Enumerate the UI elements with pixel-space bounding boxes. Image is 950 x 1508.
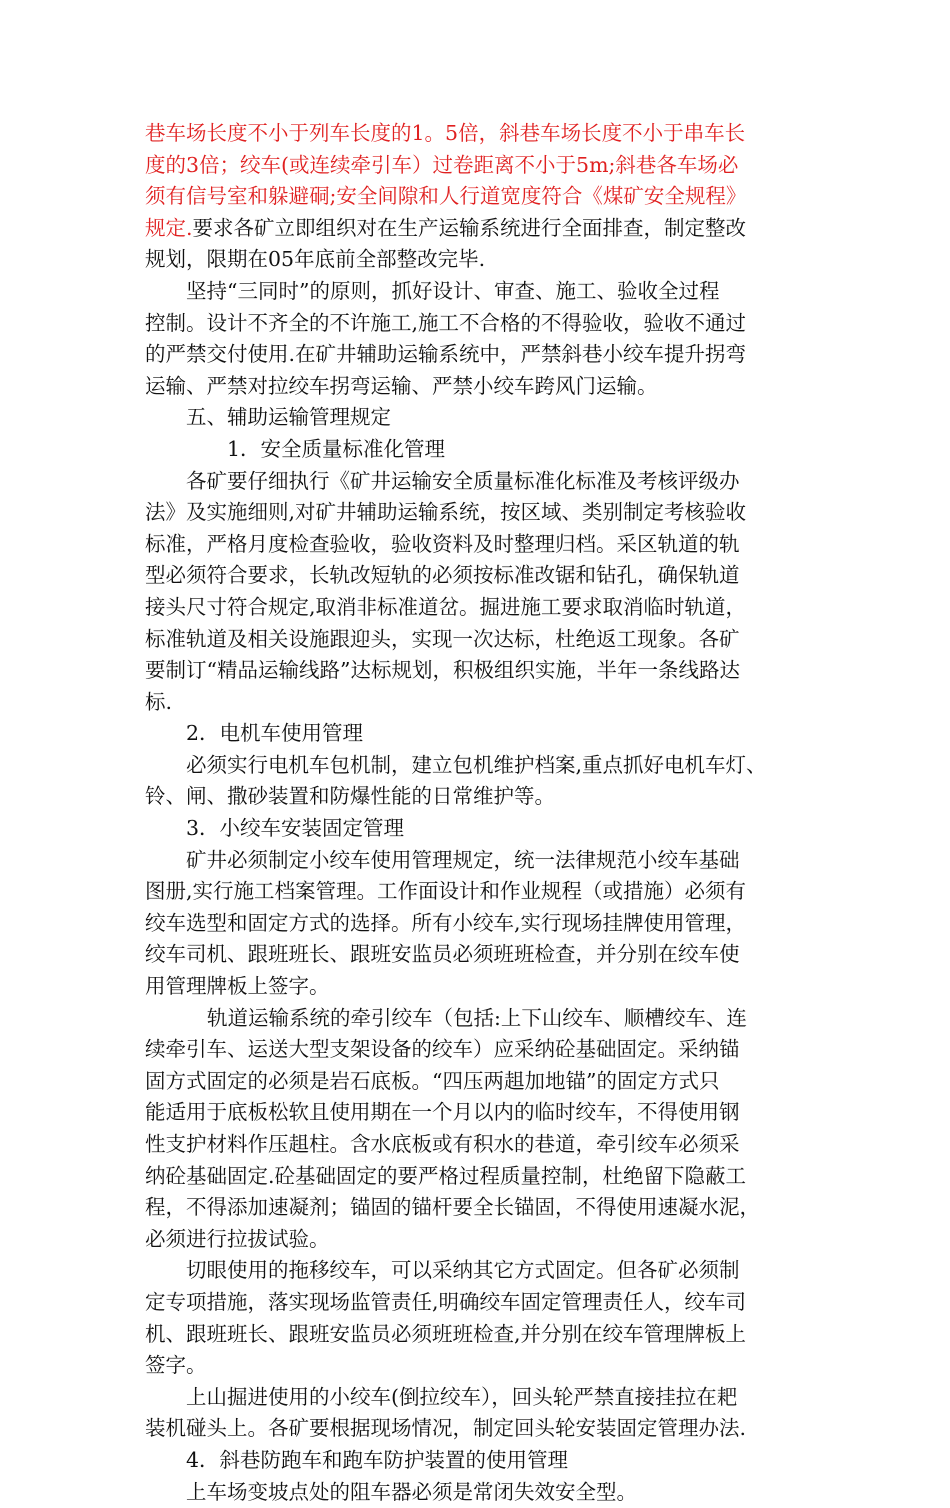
document-body <box>145 118 810 1508</box>
text-line: 程，不得添加速凝剂；锚固的锚杆要全长锚固，不得使用速凝水泥， <box>145 1195 760 1220</box>
text-line: 4．斜巷防跑车和跑车防护装置的使用管理 <box>186 1447 569 1472</box>
text-line: 用管理牌板上签字。 <box>145 974 330 999</box>
text-line: 标准，严格月度检查验收，验收资料及时整理归档。采区轨道的轨 <box>145 531 740 556</box>
text-line: 接头尺寸符合规定,取消非标准道岔。掘进施工要求取消临时轨道， <box>145 594 747 619</box>
text-line: 五、辅助运输管理规定 <box>186 405 391 430</box>
text-line: 上车场变坡点处的阻车器必须是常闭失效安全型。 <box>186 1479 637 1504</box>
text-line: 铃、闸、撒砂装置和防爆性能的日常维护等。 <box>145 784 555 809</box>
text-line: 必须进行拉拔试验。 <box>145 1226 330 1251</box>
text-line: 切眼使用的拖移绞车，可以采纳其它方式固定。但各矿必须制 <box>186 1258 740 1283</box>
text-line: 绞车司机、跟班班长、跟班安监员必须班班检查，并分别在绞车使 <box>145 942 740 967</box>
text-line: 必须实行电机车包机制，建立包机维护档案,重点抓好电机车灯、 <box>186 752 767 777</box>
text-line: 要制订“精品运输线路”达标规划，积极组织实施，半年一条线路达 <box>145 658 740 683</box>
text-line: 上山掘进使用的小绞车(倒拉绞车），回头轮严禁直接挂拉在耙 <box>186 1384 738 1409</box>
text-line: 型必须符合要求，长轨改短轨的必须按标准改锯和钻孔，确保轨道 <box>145 563 740 588</box>
text-line: 性支护材料作压趄柱。含水底板或有积水的巷道，牵引绞车必须采 <box>145 1132 740 1156</box>
text-line: 规划，限期在05年底前全部整改完毕. <box>145 247 486 272</box>
text-line: 运输、严禁对拉绞车拐弯运输、严禁小绞车跨风门运输。 <box>145 373 658 398</box>
text-line: 巷车场长度不小于列车长度的1。5倍，斜巷车场长度不小于串车长 <box>145 121 746 145</box>
text-line: 图册,实行施工档案管理。工作面设计和作业规程（或措施）必须有 <box>145 879 747 904</box>
text-line: 的严禁交付使用.在矿井辅助运输系统中，严禁斜巷小绞车提升拐弯 <box>145 342 747 367</box>
text-line: 机、跟班班长、跟班安监员必须班班检查,并分别在绞车管理牌板上 <box>145 1321 747 1346</box>
text-line: 坚持“三同时”的原则，抓好设计、审查、施工、验收全过程 <box>186 278 720 303</box>
text-line: 轨道运输系统的牵引绞车（包括:上下山绞车、顺槽绞车、连 <box>207 1005 747 1030</box>
text-line: 定专项措施，落实现场监管责任,明确绞车固定管理责任人，绞车司 <box>145 1289 747 1314</box>
text-line: 绞车选型和固定方式的选择。所有小绞车,实行现场挂牌使用管理， <box>145 910 747 935</box>
text-line: 标. <box>145 689 173 714</box>
text-line <box>145 213 810 245</box>
text-segment: 要求各矿立即组织对在生产运输系统进行全面排查，制定整改 <box>192 215 747 240</box>
text-line: 度的3倍；绞车(或连续牵引车）过卷距离不小于5m;斜巷各车场必 <box>145 152 739 177</box>
text-line: 签字。 <box>145 1353 207 1378</box>
text-line: 装机碰头上。各矿要根据现场情况，制定回头轮安装固定管理办法. <box>145 1416 747 1441</box>
text-line: 续牵引车、运送大型支架设备的绞车）应采纳砼基础固定。采纳锚 <box>145 1037 740 1062</box>
text-line: 标准轨道及相关设施跟迎头，实现一次达标，杜绝返工现象。各矿 <box>145 626 740 651</box>
text-line: 各矿要仔细执行《矿井运输安全质量标准化标准及考核评级办 <box>186 468 740 493</box>
text-line: 1．安全质量标准化管理 <box>227 436 446 461</box>
text-line: 须有信号室和躲避硐;安全间隙和人行道宽度符合《煤矿安全规程》 <box>145 184 747 209</box>
text-line: 控制。设计不齐全的不许施工,施工不合格的不得验收，验收不通过 <box>145 310 747 335</box>
text-line: 能适用于底板松软且使用期在一个月以内的临时绞车，不得使用钢 <box>145 1100 740 1125</box>
text-line: 3．小绞车安装固定管理 <box>186 816 405 841</box>
text-line: 固方式固定的必须是岩石底板。“四压两趄加地锚”的固定方式只 <box>145 1068 720 1093</box>
text-line: 纳砼基础固定.砼基础固定的要严格过程质量控制，杜绝留下隐蔽工 <box>145 1163 747 1188</box>
text-line: 矿井必须制定小绞车使用管理规定，统一法律规范小绞车基础 <box>186 847 740 872</box>
highlighted-text: 规定. <box>145 215 193 240</box>
text-line: 法》及实施细则,对矿井辅助运输系统，按区域、类别制定考核验收 <box>145 500 747 525</box>
text-line: 2．电机车使用管理 <box>186 721 364 746</box>
